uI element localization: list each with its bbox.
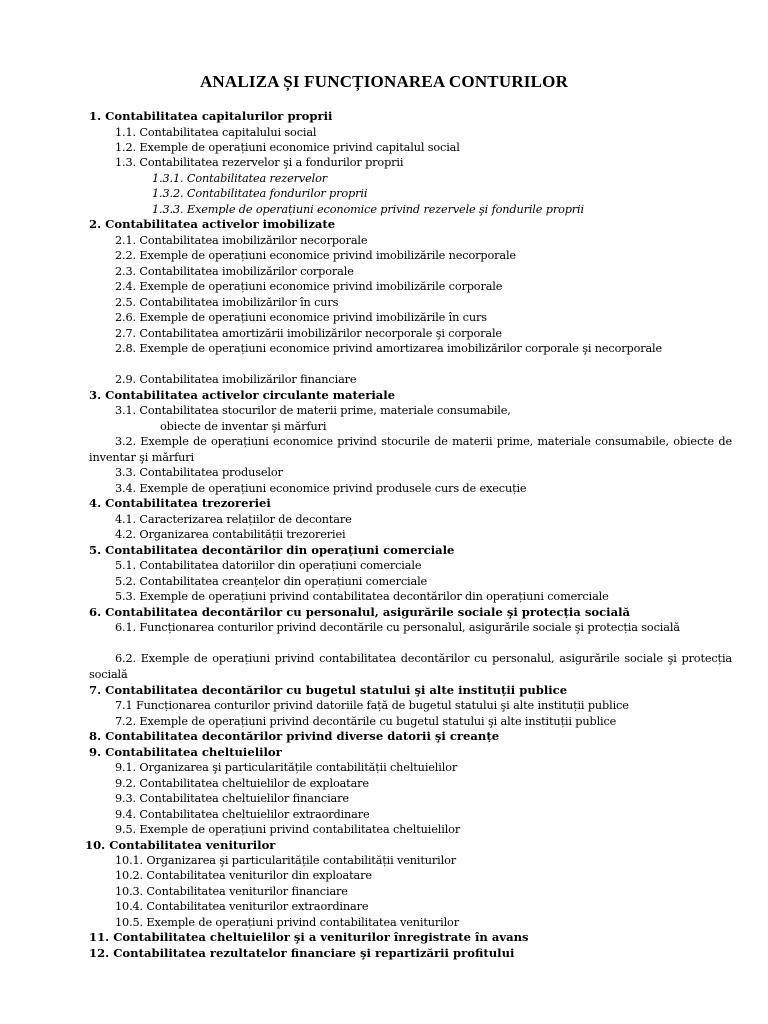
toc-section-10-2: 10.2. Contabilitatea veniturilor din exploatare xyxy=(115,869,372,882)
toc-section-3-2: 3.2. Exemple de operațiuni economice privind stocurile de materii prime, materiale consumabile, obiecte de inventar şi mărfuri xyxy=(89,435,732,464)
toc-section-5-2: 5.2. Contabilitatea creanțelor din operațiuni comerciale xyxy=(115,575,428,588)
toc-subsection-1-3-2: 1.3.2. Contabilitatea fondurilor proprii xyxy=(152,187,368,200)
toc-section-2-7: 2.7. Contabilitatea amortizării imobilizărilor necorporale şi corporale xyxy=(115,327,502,340)
toc-chapter-5: 5. Contabilitatea decontărilor din operațiuni comerciale xyxy=(89,543,455,557)
toc-section-10-4: 10.4. Contabilitatea veniturilor extraordinare xyxy=(115,900,369,913)
toc-section-2-6: 2.6. Exemple de operațiuni economice privind imobilizările în curs xyxy=(115,311,487,324)
toc-section-1-2: 1.2. Exemple de operațiuni economice privind capitalul social xyxy=(115,141,460,154)
toc-chapter-7: 7. Contabilitatea decontărilor cu bugetul statului şi alte instituții publice xyxy=(89,683,568,697)
toc-section-6-2: 6.2. Exemple de operațiuni privind contabilitatea decontărilor cu personalul, asigurările sociale şi protecția socială xyxy=(89,652,732,681)
toc-section-3-1-continuation: obiecte de inventar şi mărfuri xyxy=(160,420,327,433)
toc-section-7-1: 7.1 Funcționarea conturilor privind datoriile față de bugetul statului şi alte instituții publice xyxy=(115,699,629,712)
toc-section-10-1: 10.1. Organizarea şi particularitățile contabilității veniturilor xyxy=(115,854,456,867)
toc-chapter-9: 9. Contabilitatea cheltuielilor xyxy=(89,745,282,759)
toc-section-6-1: 6.1. Funcționarea conturilor privind decontările cu personalul, asigurările sociale şi protecția socială xyxy=(115,621,680,634)
toc-section-9-5: 9.5. Exemple de operațiuni privind contabilitatea cheltuielilor xyxy=(115,823,461,836)
toc-section-5-3: 5.3. Exemple de operațiuni privind contabilitatea decontărilor din operațiuni comerciale xyxy=(115,590,609,603)
toc-section-9-3: 9.3. Contabilitatea cheltuielilor financiare xyxy=(115,792,349,805)
toc-section-2-4: 2.4. Exemple de operațiuni economice privind imobilizările corporale xyxy=(115,280,503,293)
toc-section-3-3: 3.3. Contabilitatea produselor xyxy=(115,466,283,479)
toc-section-2-1: 2.1. Contabilitatea imobilizărilor necorporale xyxy=(115,234,368,247)
toc-section-1-1: 1.1. Contabilitatea capitalului social xyxy=(115,126,317,139)
toc-section-3-4: 3.4. Exemple de operațiuni economice privind produsele curs de execuție xyxy=(115,482,527,495)
toc-subsection-1-3-1: 1.3.1. Contabilitatea rezervelor xyxy=(152,172,328,185)
toc-section-3-1: 3.1. Contabilitatea stocurilor de materii prime, materiale consumabile, xyxy=(115,404,511,417)
toc-section-2-9: 2.9. Contabilitatea imobilizărilor financiare xyxy=(115,373,357,386)
toc-section-9-4: 9.4. Contabilitatea cheltuielilor extraordinare xyxy=(115,808,370,821)
toc-chapter-4: 4. Contabilitatea trezoreriei xyxy=(89,496,271,510)
toc-chapter-10: 10. Contabilitatea veniturilor xyxy=(85,838,276,852)
toc-section-9-2: 9.2. Contabilitatea cheltuielilor de exploatare xyxy=(115,777,369,790)
toc-section-10-3: 10.3. Contabilitatea veniturilor financiare xyxy=(115,885,348,898)
toc-section-2-5: 2.5. Contabilitatea imobilizărilor în curs xyxy=(115,296,339,309)
toc-chapter-11: 11. Contabilitatea cheltuielilor şi a veniturilor înregistrate în avans xyxy=(89,930,529,944)
toc-section-10-5: 10.5. Exemple de operațiuni privind contabilitatea veniturilor xyxy=(115,916,459,929)
toc-chapter-3: 3. Contabilitatea activelor circulante materiale xyxy=(89,388,396,402)
toc-section-2-8: 2.8. Exemple de operațiuni economice privind amortizarea imobilizărilor corporale şi necorporale xyxy=(115,342,663,355)
toc-chapter-2: 2. Contabilitatea activelor imobilizate xyxy=(89,217,336,231)
toc-chapter-6: 6. Contabilitatea decontărilor cu personalul, asigurările sociale şi protecția socială xyxy=(89,605,631,619)
toc-section-1-3: 1.3. Contabilitatea rezervelor şi a fondurilor proprii xyxy=(115,156,404,169)
toc-section-2-2: 2.2. Exemple de operațiuni economice privind imobilizările necorporale xyxy=(115,249,516,262)
toc-section-5-1: 5.1. Contabilitatea datoriilor din operațiuni comerciale xyxy=(115,559,422,572)
page-title: ANALIZA ȘI FUNCȚIONAREA CONTURILOR xyxy=(199,72,569,91)
toc-section-2-3: 2.3. Contabilitatea imobilizărilor corporale xyxy=(115,265,354,278)
toc-chapter-1: 1. Contabilitatea capitalurilor proprii xyxy=(89,109,333,123)
toc-chapter-12: 12. Contabilitatea rezultatelor financiare şi repartizării profitului xyxy=(89,946,515,960)
toc-section-9-1: 9.1. Organizarea şi particularitățile contabilității cheltuielilor xyxy=(115,761,458,774)
toc-chapter-8: 8. Contabilitatea decontărilor privind diverse datorii şi creanțe xyxy=(89,729,500,743)
toc-subsection-1-3-3: 1.3.3. Exemple de operațiuni economice privind rezervele şi fondurile proprii xyxy=(152,203,584,216)
toc-section-4-1: 4.1. Caracterizarea relațiilor de decontare xyxy=(115,513,352,526)
toc-section-7-2: 7.2. Exemple de operațiuni privind decontările cu bugetul statului şi alte instituții publice xyxy=(115,715,617,728)
toc-section-4-2: 4.2. Organizarea contabilității trezoreriei xyxy=(115,528,346,541)
